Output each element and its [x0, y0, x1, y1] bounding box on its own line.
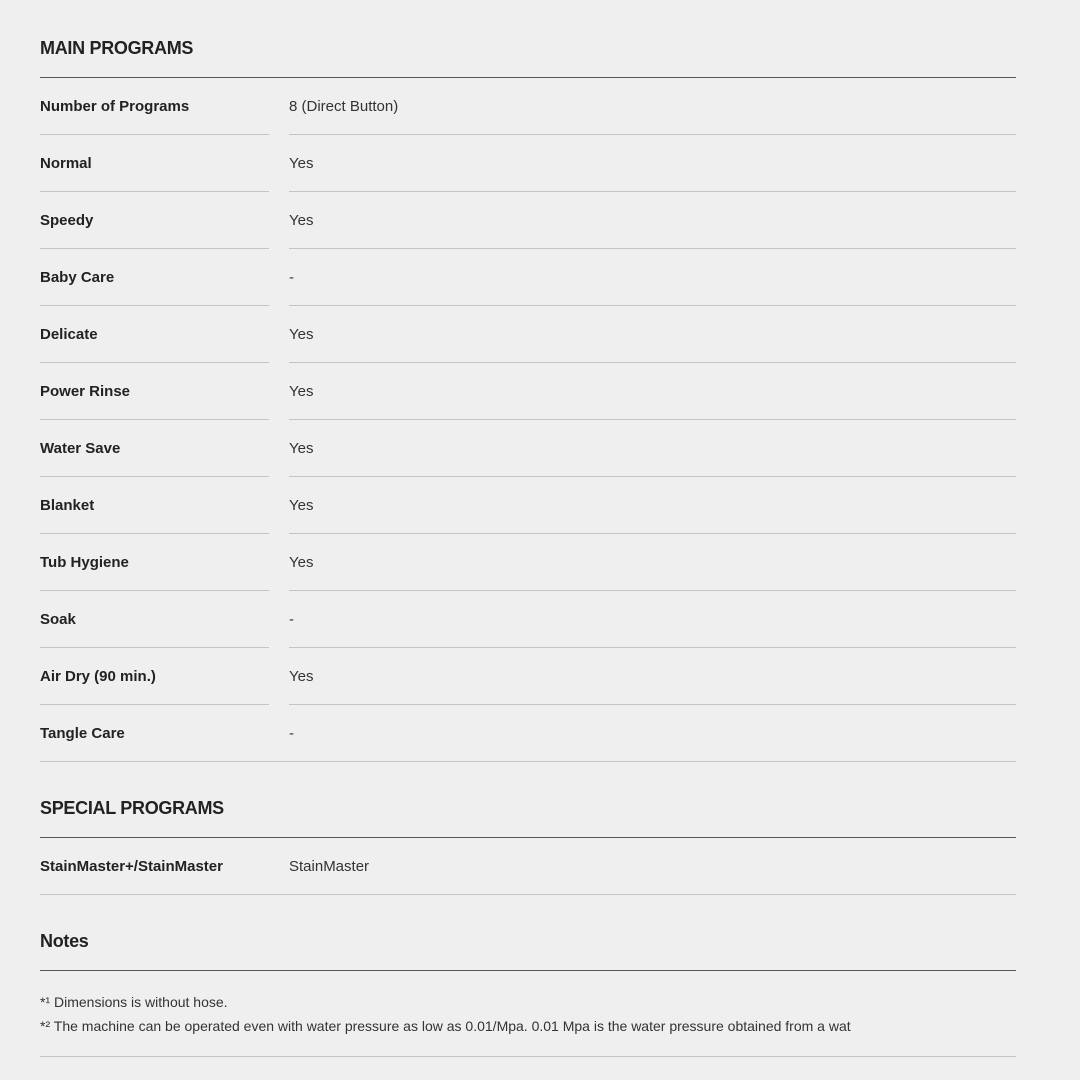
- table-row: [40, 420, 1016, 477]
- notes-list: [40, 971, 1016, 1057]
- table-row: [40, 648, 1016, 705]
- main-programs-title: MAIN PROGRAMS: [40, 0, 1016, 78]
- spec-label: Delicate: [40, 306, 269, 363]
- table-row: [40, 838, 1016, 895]
- special-programs-table: [40, 838, 1016, 895]
- spec-label: Power Rinse: [40, 363, 269, 420]
- spec-label: Tangle Care: [40, 705, 269, 762]
- table-row: [40, 249, 1016, 306]
- spec-value: Yes: [289, 306, 1016, 363]
- special-programs-title: SPECIAL PROGRAMS: [40, 762, 1016, 838]
- note-text: Dimensions is without hose.: [50, 994, 228, 1010]
- spec-value: Yes: [289, 534, 1016, 591]
- table-row: [40, 135, 1016, 192]
- spec-label: Normal: [40, 135, 269, 192]
- table-row: [40, 591, 1016, 648]
- table-row: [40, 192, 1016, 249]
- table-row: [40, 534, 1016, 591]
- spec-label: Air Dry (90 min.): [40, 648, 269, 705]
- spec-value: Yes: [289, 363, 1016, 420]
- spec-value: Yes: [289, 477, 1016, 534]
- spec-label: Blanket: [40, 477, 269, 534]
- spec-label: Baby Care: [40, 249, 269, 306]
- spec-label: Speedy: [40, 192, 269, 249]
- main-programs-table: [40, 78, 1016, 762]
- spec-value: Yes: [289, 192, 1016, 249]
- spec-label: Water Save: [40, 420, 269, 477]
- spec-value: Yes: [289, 420, 1016, 477]
- table-row: [40, 363, 1016, 420]
- note-item: [40, 990, 1016, 1014]
- note-text: The machine can be operated even with water pressure as low as 0.01/Mpa. 0.01 Mpa is the water pressure obtained from a wat: [50, 1018, 851, 1034]
- table-row: [40, 306, 1016, 363]
- spec-value: 8 (Direct Button): [289, 78, 1016, 135]
- spec-value: -: [289, 591, 1016, 648]
- table-row: [40, 705, 1016, 762]
- spec-value: StainMaster: [289, 838, 1016, 895]
- spec-label: Number of Programs: [40, 78, 269, 135]
- spec-value: Yes: [289, 648, 1016, 705]
- spec-value: -: [289, 249, 1016, 306]
- notes-title: Notes: [40, 895, 1016, 971]
- spec-value: -: [289, 705, 1016, 762]
- spec-label: StainMaster+/StainMaster: [40, 838, 269, 895]
- note-marker: *¹: [40, 994, 51, 1010]
- spec-label: Tub Hygiene: [40, 534, 269, 591]
- note-marker: *²: [40, 1018, 51, 1034]
- table-row: [40, 477, 1016, 534]
- spec-label: Soak: [40, 591, 269, 648]
- spec-value: Yes: [289, 135, 1016, 192]
- note-item: [40, 1014, 1016, 1038]
- table-row: [40, 78, 1016, 135]
